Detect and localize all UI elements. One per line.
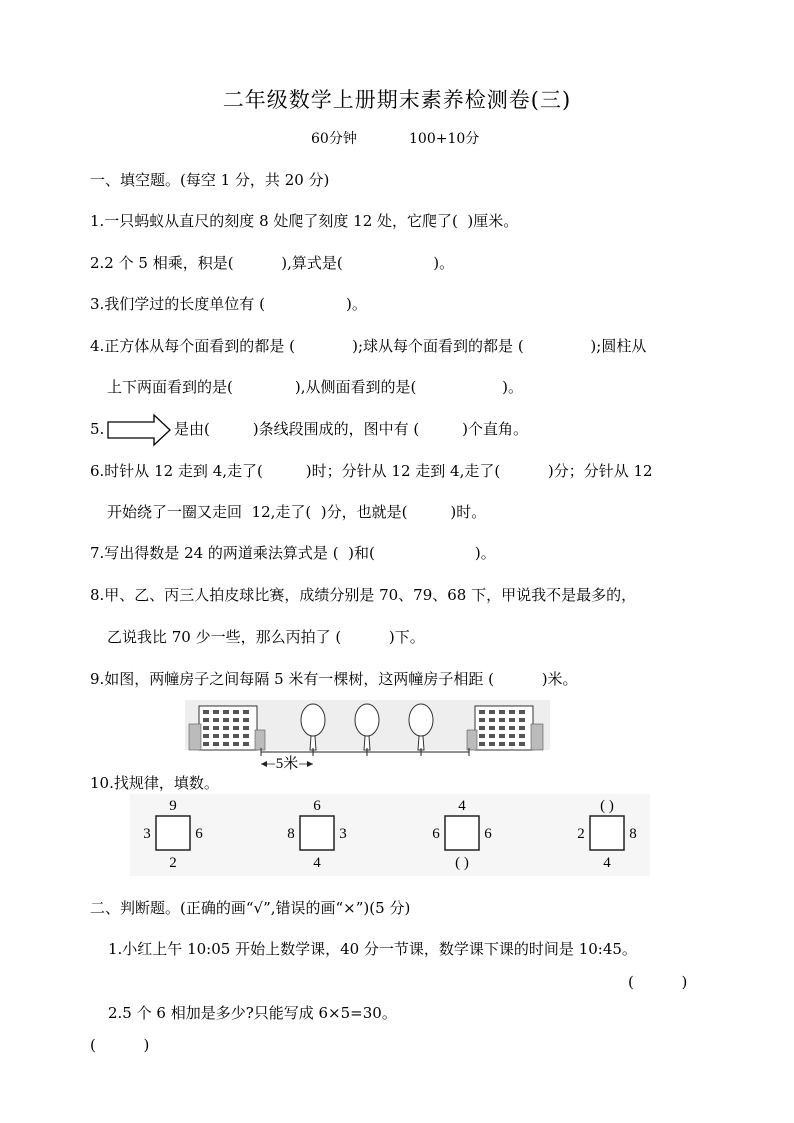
- pattern-number-left: 8: [287, 826, 295, 842]
- section2-heading: 二、判断题。(正确的画“√”,错误的画“×”)(5 分): [90, 899, 411, 917]
- question-6-line-1: [90, 461, 653, 481]
- pattern-square: [300, 816, 334, 850]
- question-8-line-2: [107, 627, 425, 647]
- question-5-number: 5.: [90, 420, 105, 438]
- question-1-text: 1.一只蚂蚁从直尺的刻度 8 处爬了刻度 12 处，它爬了( )厘米。: [90, 212, 519, 230]
- pattern-square: [445, 816, 479, 850]
- question-6-line-2: [107, 502, 486, 522]
- question-6-text-1: 6.时针从 12 走到 4,走了( )时；分针从 12 走到 4,走了( )分；分针从 12: [90, 462, 653, 480]
- question-9-text: 9.如图，两幢房子之间每隔 5 米有一棵树，这两幢房子相距 ( )米。: [90, 670, 578, 688]
- pattern-square: [590, 816, 624, 850]
- question-2-text: 2.2 个 5 相乘，积是( ),算式是( )。: [90, 254, 455, 272]
- question-8-text-1: 8.甲、乙、丙三人拍皮球比赛，成绩分别是 70、79、68 下，甲说我不是最多的，: [90, 586, 637, 604]
- judgment-1: [108, 939, 637, 959]
- pattern-number-bottom: ( ): [455, 855, 469, 871]
- page-title: 二年级数学上册期末素养检测卷(三): [222, 88, 572, 112]
- pattern-number-left: 2: [577, 826, 585, 842]
- exam-total-score: 100+10分: [409, 131, 480, 147]
- judgment-1-text: 1.小红上午 10:05 开始上数学课，40 分一节课，数学课下课的时间是 10:45。: [108, 940, 637, 958]
- right-building-icon: [467, 706, 543, 750]
- pattern-number-top: 6: [313, 798, 321, 814]
- pattern-number-bottom: 4: [603, 855, 611, 871]
- pattern-number-right: 6: [195, 826, 203, 842]
- scale-marker: [261, 755, 313, 772]
- pattern-number-bottom: 2: [169, 855, 177, 871]
- arrow-shape-figure: [106, 413, 172, 447]
- question-10: [90, 773, 219, 793]
- judgment-1-answer-blank[interactable]: [628, 972, 687, 992]
- question-6-text-2: 开始绕了一圈又走回 12,走了( )分，也就是( )时。: [107, 503, 487, 521]
- judgment-2-answer-blank[interactable]: [90, 1035, 149, 1055]
- judgment-2-blank-text: ( ): [90, 1036, 150, 1054]
- pattern-number-left: 6: [432, 826, 440, 842]
- judgment-1-blank-text: ( ): [628, 973, 688, 991]
- question-3: [90, 294, 367, 314]
- question-7-text: 7.写出得数是 24 的两道乘法算式是 ( )和( )。: [90, 544, 496, 562]
- pattern-number-top: 4: [458, 798, 466, 814]
- question-5-text: 是由( )条线段围成的，图中有 ( )个直角。: [174, 420, 529, 438]
- question-5-body: [174, 419, 528, 439]
- pattern-background: [130, 794, 650, 876]
- question-4-line-1: [90, 336, 646, 356]
- judgment-2-text: 2.5 个 6 相加是多少?只能写成 6×5=30。: [108, 1004, 397, 1022]
- pattern-square: [156, 816, 190, 850]
- question-9: [90, 669, 578, 689]
- houses-trees-figure: [185, 700, 550, 772]
- question-4-text-1: 4.正方体从每个面看到的都是 ( );球从每个面看到的都是 ( );圆柱从: [90, 337, 647, 355]
- question-2: [90, 253, 454, 273]
- number-pattern-figure: [130, 794, 650, 876]
- exam-duration: 60分钟: [311, 131, 357, 147]
- question-8-line-1: [90, 585, 636, 605]
- pattern-number-left: 3: [143, 826, 151, 842]
- scale-label: 5米: [275, 756, 299, 772]
- question-4-line-2: [107, 377, 523, 397]
- pattern-number-top: 9: [169, 798, 177, 814]
- arrow-shape: [108, 415, 170, 445]
- pattern-number-right: 3: [339, 826, 347, 842]
- question-4-text-2: 上下两面看到的是( ),从侧面看到的是( )。: [107, 378, 523, 396]
- question-8-text-2: 乙说我比 70 少一些，那么丙拍了 ( )下。: [107, 628, 425, 646]
- question-10-text: 10.找规律，填数。: [90, 774, 219, 792]
- pattern-number-top: ( ): [600, 798, 614, 814]
- question-7: [90, 543, 496, 563]
- pattern-number-right: 6: [484, 826, 492, 842]
- judgment-2: [108, 1003, 397, 1023]
- left-building-icon: [189, 706, 265, 750]
- pattern-number-bottom: 4: [313, 855, 321, 871]
- question-5: [90, 419, 104, 439]
- pattern-number-right: 8: [629, 826, 637, 842]
- question-1: [90, 211, 518, 231]
- section1-heading: 一、填空题。(每空 1 分，共 20 分): [90, 171, 330, 189]
- question-3-text: 3.我们学过的长度单位有 ( )。: [90, 295, 367, 313]
